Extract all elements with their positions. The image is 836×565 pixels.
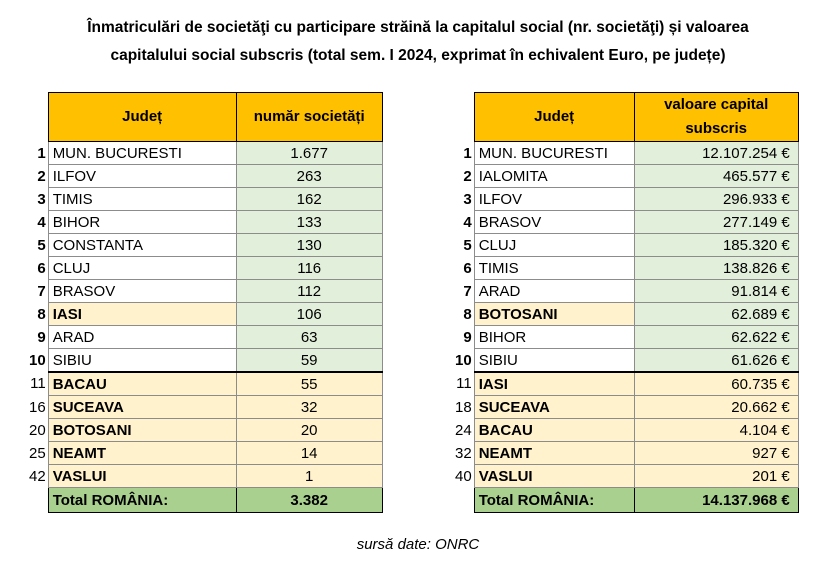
county: BIHOR xyxy=(474,326,634,349)
total-label: Total ROMÂNIA: xyxy=(474,488,634,513)
count: 55 xyxy=(236,372,382,396)
county: SIBIU xyxy=(474,349,634,373)
source-note: sursă date: ONRC xyxy=(356,536,480,553)
rank: 2 xyxy=(463,167,472,185)
total-label: Total ROMÂNIA: xyxy=(48,488,236,513)
left-header-county: Județ xyxy=(48,93,236,142)
total-value: 3.382 xyxy=(236,488,382,513)
table-row xyxy=(29,142,382,165)
capital-value: 138.826 € xyxy=(634,257,798,280)
table-row xyxy=(29,303,382,326)
county: TIMIS xyxy=(474,257,634,280)
count: 14 xyxy=(236,442,382,465)
count: 32 xyxy=(236,396,382,419)
table-row xyxy=(29,234,382,257)
count: 130 xyxy=(236,234,382,257)
rank: 10 xyxy=(455,351,472,369)
table-row xyxy=(29,349,382,373)
left-header-value: număr societăți xyxy=(236,93,382,142)
county: IASI xyxy=(48,303,236,326)
count: 63 xyxy=(236,326,382,349)
capital-value: 12.107.254 € xyxy=(634,142,798,165)
rank: 3 xyxy=(463,190,472,208)
table-row xyxy=(29,372,382,396)
table-row xyxy=(455,419,798,442)
rank: 25 xyxy=(29,444,46,462)
capital-value: 20.662 € xyxy=(634,396,798,419)
capital-value: 60.735 € xyxy=(634,372,798,396)
total-value: 14.137.968 € xyxy=(634,488,798,513)
rank: 18 xyxy=(455,398,472,416)
county: SIBIU xyxy=(48,349,236,373)
count: 263 xyxy=(236,165,382,188)
rank: 9 xyxy=(37,328,46,346)
table-row xyxy=(29,211,382,234)
county: BRASOV xyxy=(48,280,236,303)
right-header-county: Județ xyxy=(474,93,634,142)
table-row xyxy=(29,188,382,211)
table-row xyxy=(29,419,382,442)
rank: 7 xyxy=(37,282,46,300)
rank: 4 xyxy=(37,213,46,231)
rank: 42 xyxy=(29,467,46,485)
table-row xyxy=(29,465,382,488)
table-row xyxy=(455,396,798,419)
table-row xyxy=(29,442,382,465)
rank: 3 xyxy=(37,190,46,208)
county: CONSTANTA xyxy=(48,234,236,257)
county: BOTOSANI xyxy=(48,419,236,442)
left-table-header xyxy=(29,93,382,142)
count: 1.677 xyxy=(236,142,382,165)
capital-value: 277.149 € xyxy=(634,211,798,234)
table-row xyxy=(29,326,382,349)
count: 133 xyxy=(236,211,382,234)
rank: 11 xyxy=(456,375,472,393)
right-table xyxy=(455,92,799,513)
rank: 20 xyxy=(29,421,46,439)
county: BRASOV xyxy=(474,211,634,234)
capital-value: 62.622 € xyxy=(634,326,798,349)
title-line-1: Înmatriculări de societăţi cu participare străină la capitalul social (nr. societăţi) și valoarea xyxy=(87,19,749,36)
county: CLUJ xyxy=(474,234,634,257)
capital-value: 296.933 € xyxy=(634,188,798,211)
count: 20 xyxy=(236,419,382,442)
county: ILFOV xyxy=(48,165,236,188)
rank: 8 xyxy=(37,305,46,323)
table-row xyxy=(455,280,798,303)
table-row xyxy=(455,442,798,465)
county: ARAD xyxy=(474,280,634,303)
capital-value: 201 € xyxy=(634,465,798,488)
county: ILFOV xyxy=(474,188,634,211)
county: VASLUI xyxy=(474,465,634,488)
rank: 6 xyxy=(37,259,46,277)
county: BIHOR xyxy=(48,211,236,234)
table-row xyxy=(455,303,798,326)
county: NEAMT xyxy=(48,442,236,465)
capital-value: 4.104 € xyxy=(634,419,798,442)
table-row xyxy=(455,234,798,257)
rank: 8 xyxy=(463,305,472,323)
table-row xyxy=(29,257,382,280)
county: VASLUI xyxy=(48,465,236,488)
capital-value: 62.689 € xyxy=(634,303,798,326)
county: SUCEAVA xyxy=(474,396,634,419)
county: BACAU xyxy=(474,419,634,442)
table-row xyxy=(455,326,798,349)
table-row xyxy=(455,142,798,165)
title-line-2: capitalului social subscris (total sem. I 2024, exprimat în echivalent Euro, pe județe) xyxy=(110,47,726,64)
table-row xyxy=(455,349,798,373)
rank: 7 xyxy=(463,282,472,300)
county: MUN. BUCURESTI xyxy=(48,142,236,165)
rank: 5 xyxy=(463,236,472,254)
right-table-header xyxy=(455,93,798,142)
rank: 24 xyxy=(455,421,472,439)
capital-value: 61.626 € xyxy=(634,349,798,373)
rank: 11 xyxy=(30,375,46,393)
rank: 1 xyxy=(463,144,472,162)
county: IALOMITA xyxy=(474,165,634,188)
rank: 32 xyxy=(455,444,472,462)
table-row xyxy=(29,396,382,419)
county: ARAD xyxy=(48,326,236,349)
rank: 9 xyxy=(463,328,472,346)
county: NEAMT xyxy=(474,442,634,465)
total-row xyxy=(29,488,382,513)
rank: 5 xyxy=(37,236,46,254)
rank: 16 xyxy=(29,398,46,416)
count: 162 xyxy=(236,188,382,211)
capital-value: 465.577 € xyxy=(634,165,798,188)
table-row xyxy=(455,165,798,188)
table-row xyxy=(29,280,382,303)
capital-value: 91.814 € xyxy=(634,280,798,303)
right-header-value: valoare capital subscris xyxy=(634,93,798,142)
left-table xyxy=(29,92,383,513)
total-row xyxy=(455,488,798,513)
table-row xyxy=(455,211,798,234)
county: SUCEAVA xyxy=(48,396,236,419)
table-row xyxy=(455,372,798,396)
county: IASI xyxy=(474,372,634,396)
count: 116 xyxy=(236,257,382,280)
table-row xyxy=(455,188,798,211)
rank: 4 xyxy=(463,213,472,231)
county: BOTOSANI xyxy=(474,303,634,326)
table-row xyxy=(29,165,382,188)
capital-value: 185.320 € xyxy=(634,234,798,257)
county: BACAU xyxy=(48,372,236,396)
rank: 40 xyxy=(455,467,472,485)
count: 112 xyxy=(236,280,382,303)
page-title xyxy=(10,14,826,70)
count: 106 xyxy=(236,303,382,326)
rank: 10 xyxy=(29,351,46,369)
rank: 1 xyxy=(37,144,46,162)
county: CLUJ xyxy=(48,257,236,280)
county: MUN. BUCURESTI xyxy=(474,142,634,165)
table-row xyxy=(455,465,798,488)
table-row xyxy=(455,257,798,280)
rank: 2 xyxy=(37,167,46,185)
count: 1 xyxy=(236,465,382,488)
capital-value: 927 € xyxy=(634,442,798,465)
county: TIMIS xyxy=(48,188,236,211)
count: 59 xyxy=(236,349,382,373)
rank: 6 xyxy=(463,259,472,277)
